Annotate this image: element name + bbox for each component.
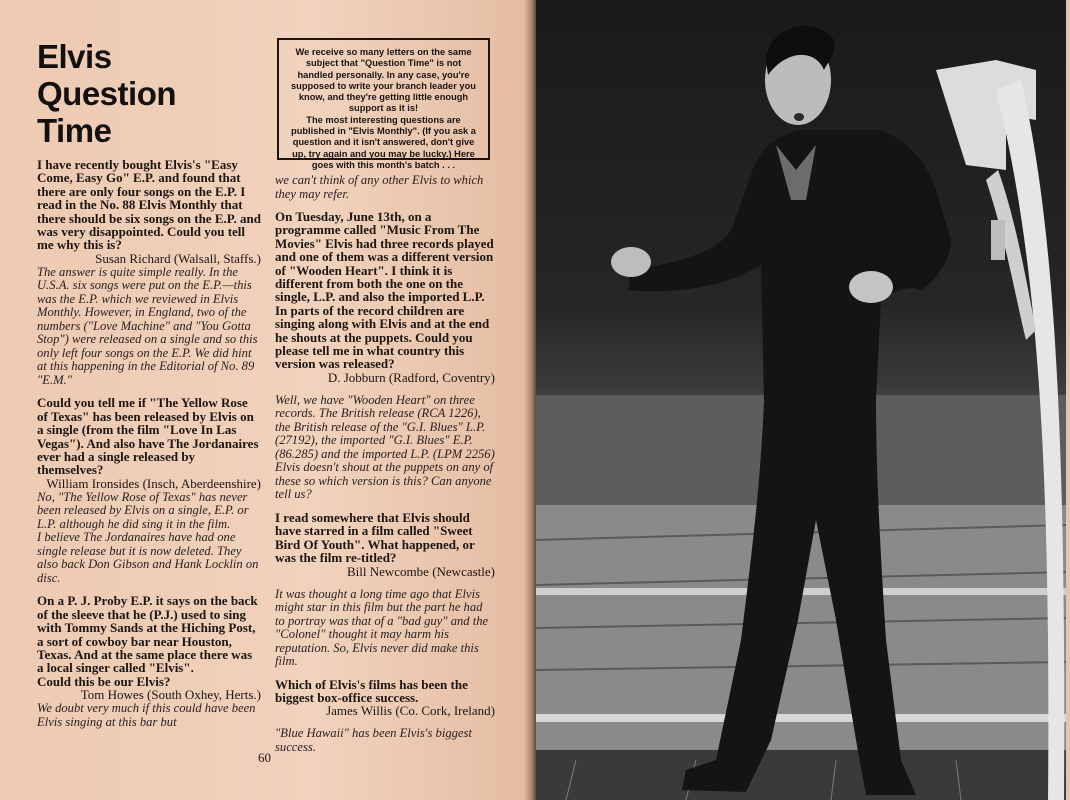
question-2: Could you tell me if "The Yellow Rose of Texas" has been released by Elvis on a single (from the film "Love In Las Vegas"). And also have The Jordanaires ever had a single released by themselves? — [37, 395, 259, 478]
page-title — [37, 38, 176, 149]
question-2-signature: William Ironsides (Insch, Aberdeenshire) — [46, 475, 261, 491]
question-1-signature: Susan Richard (Walsall, Staffs.) — [95, 250, 261, 266]
left-page — [0, 0, 532, 800]
right-column — [275, 174, 495, 754]
question-6: Which of Elvis's films has been the biggest box-office success. — [275, 676, 468, 705]
notice-box — [277, 38, 490, 170]
answer-3: We doubt very much if this could have been Elvis singing at this bar but — [37, 701, 256, 729]
elvis-photo — [536, 0, 1066, 800]
notice-paragraph-1: We receive so many letters on the same subject that "Question Time" is not handled personally. In any case, you're supposed to write your branch leader you know, and they're getting little enough support as it is! — [291, 47, 476, 114]
title-line-3: Time — [37, 112, 112, 149]
answer-2b: I believe The Jordanaires have had one single release but it is now deleted. They also back Don Gibson and Hank Locklin on disc. — [37, 530, 259, 585]
answer-6: "Blue Hawaii" has been Elvis's biggest success. — [275, 726, 472, 754]
right-page — [532, 0, 1070, 800]
title-line-1: Elvis — [37, 38, 112, 75]
answer-2a: No, "The Yellow Rose of Texas" has never been released by Elvis on a single, E.P. or L.P. although he did sing it in the film. — [37, 489, 249, 531]
answer-5: It was thought a long time ago that Elvis might star in this film but the part he had to portray was that of a "bad guy" and the "Colonel" thought it may harm his reputation. So, Elvis never did make this film. — [275, 586, 489, 668]
question-5: I read somewhere that Elvis should have starred in a film called "Sweet Bird Of Youth". What happened, or was the film re-titled? — [275, 509, 475, 566]
question-3-followup: Could this be our Elvis? — [37, 673, 171, 689]
left-column — [37, 158, 261, 729]
notice-paragraph-2: The most interesting questions are published in "Elvis Monthly". (If you ask a question and it isn't answered, don't give up, try again and you may be lucky.) Here goes with this month's batch . . . — [291, 114, 476, 170]
question-1: I have recently bought Elvis's "Easy Come, Easy Go" E.P. and found that there are only four songs on the E.P. I read in the No. 88 Elvis Monthly that there should be six songs on the E.P. and was very disappointed. Could you tell me why this is? — [37, 157, 261, 253]
answer-1: The answer is quite simple really. In the U.S.A. six songs were put on the E.P.—this was the E.P. which we reviewed in Elvis Monthly. However, in England, two of the numbers ("Love Machine" and "You Gotta Stop") were released on a single and so this only left four songs on the E.P. We did hint at this happening in the Editorial of No. 89 "E.M." — [37, 264, 258, 387]
page-number: 60 — [258, 750, 271, 765]
answer-4: Well, we have "Wooden Heart" on three records. The British release (RCA 1226), the British release of the "G.I. Blues" L.P. (27192), the imported "G.I. Blues" E.P. (86.285) and the imported L.P. (LPM 2256) Elvis doesn't shout at the puppets on any of these so which version is this? Can anyone tell us? — [275, 392, 495, 502]
question-3: On a P. J. Proby E.P. it says on the back of the sleeve that he (P.J.) used to sing with Tommy Sands at the Hiching Post, a sort of cowboy bar near Houston, Texas. And at the same place there was a local singer called "Elvis". — [37, 593, 258, 676]
question-4-signature: D. Jobburn (Radford, Coventry) — [327, 369, 495, 385]
question-3-signature: Tom Howes (South Oxhey, Herts.) — [80, 687, 261, 703]
answer-3-continued: we can't think of any other Elvis to which they may refer. — [275, 173, 484, 201]
question-4: On Tuesday, June 13th, on a programme called "Music From The Movies" Elvis had three records played and one of them was a different version of "Wooden Heart". I think it is different from both the one on the single, L.P. and also the imported L.P. In parts of the record children are singing along with Elvis and at the end he shouts at the puppets. Could you please tell me in what country this version was released? — [275, 209, 494, 372]
page-gutter — [524, 0, 536, 800]
question-6-signature: James Willis (Co. Cork, Ireland) — [326, 703, 495, 719]
elvis-performing-image — [536, 0, 1066, 800]
title-line-2: Question — [37, 75, 177, 112]
question-5-signature: Bill Newcombe (Newcastle) — [346, 563, 495, 579]
